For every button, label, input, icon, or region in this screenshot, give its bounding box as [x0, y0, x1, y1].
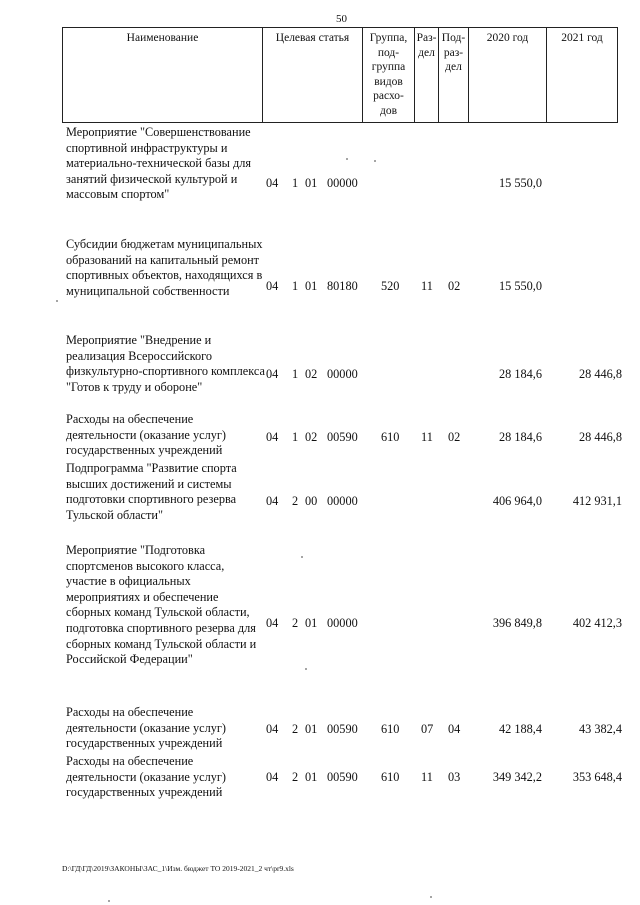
- row-group: 610: [381, 770, 400, 784]
- row-code-1: 04: [266, 722, 279, 736]
- row-code-1: 04: [266, 770, 279, 784]
- row-code-3: 00: [305, 494, 318, 508]
- row-value-2021: 28 446,8: [578, 430, 622, 444]
- row-code-2: 2: [292, 494, 299, 508]
- row-code-4: 00000: [327, 176, 358, 190]
- row-value-2021: 402 412,3: [572, 616, 622, 630]
- row-code-2: 1: [292, 176, 299, 190]
- footer-file-path: D:\ГД\ГД\2019\ЗАКОНЫ\ЗАС_1\Изм. бюджет ТО 2019-2021_2 чт\pr9.xls: [62, 864, 294, 873]
- row-group: 610: [381, 430, 400, 444]
- row-value-2021: 43 382,4: [578, 722, 622, 736]
- row-code-4: 00000: [327, 616, 358, 630]
- row-code-1: 04: [266, 367, 279, 381]
- scan-speck: [56, 300, 58, 302]
- row-code-2: 2: [292, 722, 299, 736]
- row-code-3: 01: [305, 722, 318, 736]
- page-number: 50: [336, 13, 347, 25]
- row-value-2020: 28 184,6: [498, 367, 542, 381]
- header-name: [62, 27, 262, 123]
- row-razdel: 07: [421, 722, 434, 736]
- row-value-2020: 42 188,4: [498, 722, 542, 736]
- row-value-2021: 412 931,1: [572, 494, 622, 508]
- row-group: 520: [381, 279, 400, 293]
- row-value-2020: 28 184,6: [498, 430, 542, 444]
- row-code-1: 04: [266, 279, 279, 293]
- row-name: Мероприятие "Внедрение и реализация Всероссийского физкультурно-спортивного комплекса "Готов к труду и обороне": [66, 333, 266, 394]
- row-value-2020: 15 550,0: [498, 279, 542, 293]
- scan-speck: [374, 160, 376, 162]
- scan-speck: [305, 668, 307, 670]
- row-podrazdel: 02: [448, 430, 461, 444]
- header-2020: [468, 27, 546, 123]
- row-code-3: 02: [305, 367, 318, 381]
- row-code-4: 00590: [327, 722, 358, 736]
- row-code-2: 1: [292, 430, 299, 444]
- row-razdel: 11: [421, 279, 433, 293]
- row-value-2020: 396 849,8: [492, 616, 542, 630]
- row-value-2021: 353 648,4: [572, 770, 622, 784]
- row-name: Мероприятие "Подготовка спортсменов высокого класса, участие в официальных мероприятиях и обеспечение сборных команд Тульской области, подготовка спортивного резерва для сборных команд Тульской области и Российской Федерации": [66, 543, 257, 667]
- row-value-2020: 349 342,2: [492, 770, 542, 784]
- row-value-2020: 15 550,0: [498, 176, 542, 190]
- header-target: [262, 27, 362, 123]
- row-name: Подпрограмма "Развитие спорта высших достижений и системы подготовки спортивного резерва Тульской области": [66, 461, 237, 522]
- header-2021: [546, 27, 618, 123]
- header-razdel-label: Раз- дел: [416, 32, 437, 59]
- scan-speck: [301, 556, 303, 558]
- row-code-1: 04: [266, 430, 279, 444]
- header-name-label: Наименование: [126, 32, 199, 44]
- row-code-2: 2: [292, 770, 299, 784]
- row-code-4: 00590: [327, 430, 358, 444]
- row-razdel: 11: [421, 770, 433, 784]
- row-value-2021: 28 446,8: [578, 367, 622, 381]
- row-code-3: 01: [305, 176, 318, 190]
- row-value-2020: 406 964,0: [492, 494, 542, 508]
- row-podrazdel: 04: [448, 722, 461, 736]
- scan-speck: [108, 900, 110, 902]
- header-target-label: Целевая статья: [275, 32, 350, 44]
- row-name: Расходы на обеспечение деятельности (оказание услуг) государственных учреждений: [66, 705, 226, 751]
- header-2020-label: 2020 год: [486, 32, 529, 44]
- row-code-1: 04: [266, 616, 279, 630]
- row-podrazdel: 03: [448, 770, 461, 784]
- header-group: [362, 27, 414, 123]
- header-podrazdel: [438, 27, 468, 123]
- header-group-label: Группа, под- группа видов расхо- дов: [369, 32, 408, 117]
- row-code-4: 00000: [327, 494, 358, 508]
- row-code-1: 04: [266, 176, 279, 190]
- row-code-4: 00590: [327, 770, 358, 784]
- row-razdel: 11: [421, 430, 433, 444]
- row-code-4: 80180: [327, 279, 358, 293]
- row-code-3: 01: [305, 279, 318, 293]
- row-code-1: 04: [266, 494, 279, 508]
- row-code-2: 1: [292, 279, 299, 293]
- row-group: 610: [381, 722, 400, 736]
- header-podrazdel-label: Под- раз- дел: [441, 32, 466, 73]
- row-name: Расходы на обеспечение деятельности (оказание услуг) государственных учреждений: [66, 754, 226, 800]
- row-name: Расходы на обеспечение деятельности (оказание услуг) государственных учреждений: [66, 412, 226, 458]
- header-2021-label: 2021 год: [561, 32, 603, 44]
- row-code-3: 02: [305, 430, 318, 444]
- header-razdel: [414, 27, 438, 123]
- row-code-3: 01: [305, 616, 318, 630]
- scan-speck: [430, 896, 432, 898]
- row-name: Мероприятие "Совершенствование спортивной инфраструктуры и материально-технической базы для занятий физической культурой и массовым спортом": [66, 125, 252, 202]
- row-name: Субсидии бюджетам муниципальных образований на капитальный ремонт спортивных объектов, находящихся в муниципальной собственности: [66, 237, 263, 298]
- row-code-4: 00000: [327, 367, 358, 381]
- row-code-2: 2: [292, 616, 299, 630]
- row-code-3: 01: [305, 770, 318, 784]
- row-podrazdel: 02: [448, 279, 461, 293]
- row-code-2: 1: [292, 367, 299, 381]
- scan-speck: [346, 158, 348, 160]
